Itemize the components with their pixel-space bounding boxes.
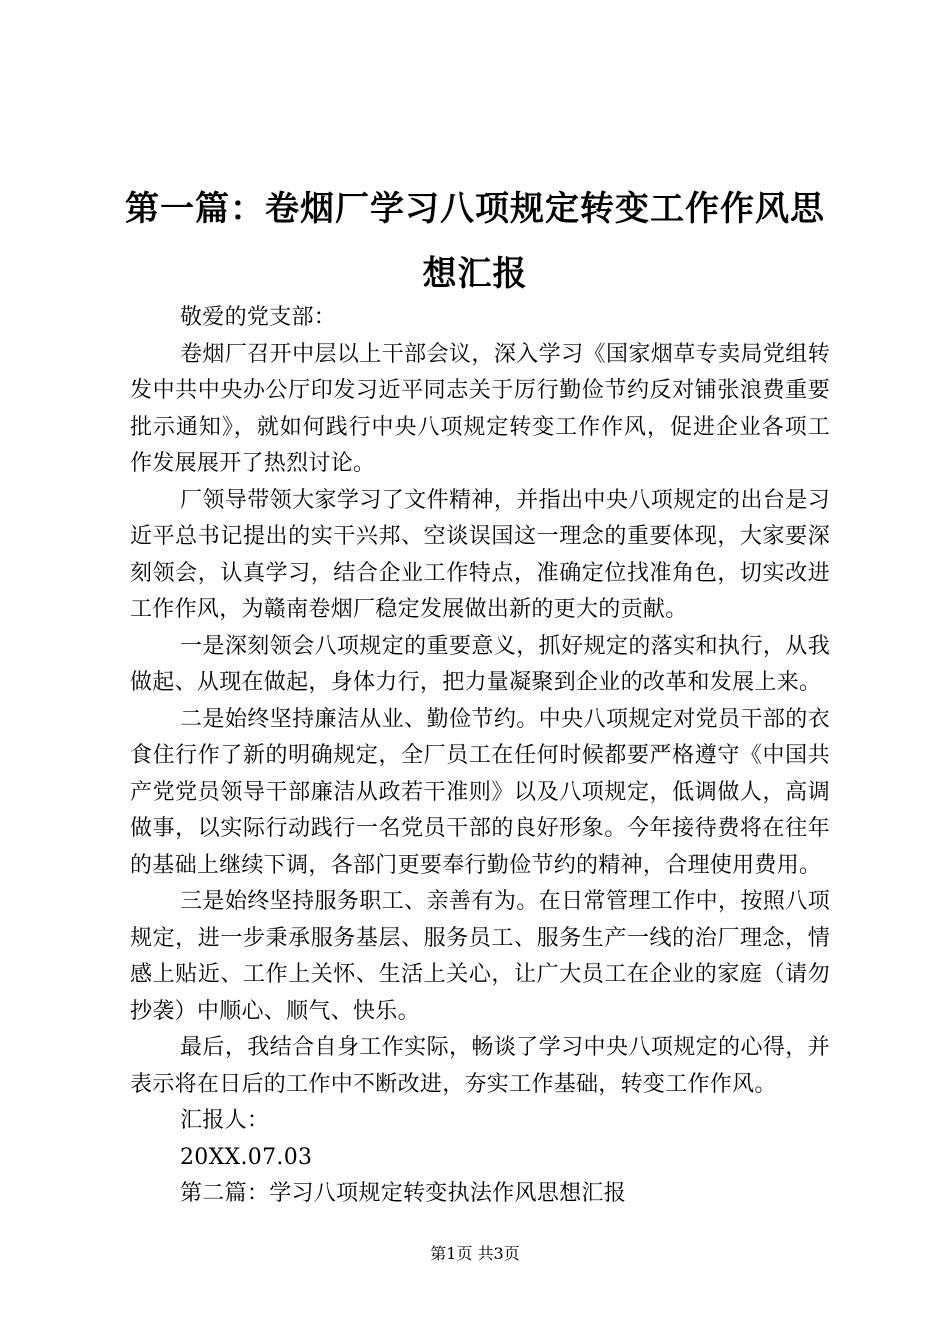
paragraph: 卷烟厂召开中层以上干部会议，深入学习《国家烟草专卖局党组转发中共中央办公厅印发习近平同志关于厉行勤俭节约反对铺张浪费重要批示通知》，就如何践行中央八项规定转变工作作风，促进企业各项工作发展展开了热烈讨论。 [130, 341, 830, 476]
page-footer: 第1页 共3页 [430, 1244, 520, 1263]
salutation: 敬爱的党支部： [180, 305, 337, 330]
document-title: 第一篇：卷烟厂学习八项规定转变工作作风思想汇报 [125, 189, 825, 294]
paragraph: 三是始终坚持服务职工、亲善有为。在日常管理工作中，按照八项规定，进一步秉承服务基层、服务员工、服务生产一线的治厂理念，情感上贴近、工作上关怀、生活上关心，让广大员工在企业的家庭（请勿抄袭）中顺心、顺气、快乐。 [130, 889, 830, 1024]
paragraph: 最后，我结合自身工作实际，畅谈了学习中央八项规定的心得，并表示将在日后的工作中不断改进，夯实工作基础，转变工作作风。 [130, 1035, 830, 1097]
document-body [130, 300, 830, 1213]
reporter-label: 汇报人： [180, 1108, 270, 1133]
paragraph: 一是深刻领会八项规定的重要意义，抓好规定的落实和执行，从我做起、从现在做起，身体力行，把力量凝聚到企业的改革和发展上来。 [130, 633, 830, 695]
next-article-title: 第二篇：学习八项规定转变执法作风思想汇报 [180, 1181, 627, 1206]
report-date: 20XX.07.03 [180, 1144, 313, 1170]
paragraph: 厂领导带领大家学习了文件精神，并指出中央八项规定的出台是习近平总书记提出的实干兴邦、空谈误国这一理念的重要体现，大家要深刻领会，认真学习，结合企业工作特点，准确定位找准角色，切实改进工作作风，为赣南卷烟厂稳定发展做出新的更大的贡献。 [130, 487, 830, 622]
paragraph: 二是始终坚持廉洁从业、勤俭节约。中央八项规定对党员干部的衣食住行作了新的明确规定，全厂员工在任何时候都要严格遵守《中国共产党党员领导干部廉洁从政若干准则》以及八项规定，低调做人，高调做事，以实际行动践行一名党员干部的良好形象。今年接待费将在往年的基础上继续下调，各部门更要奉行勤俭节约的精神，合理使用费用。 [130, 706, 830, 878]
